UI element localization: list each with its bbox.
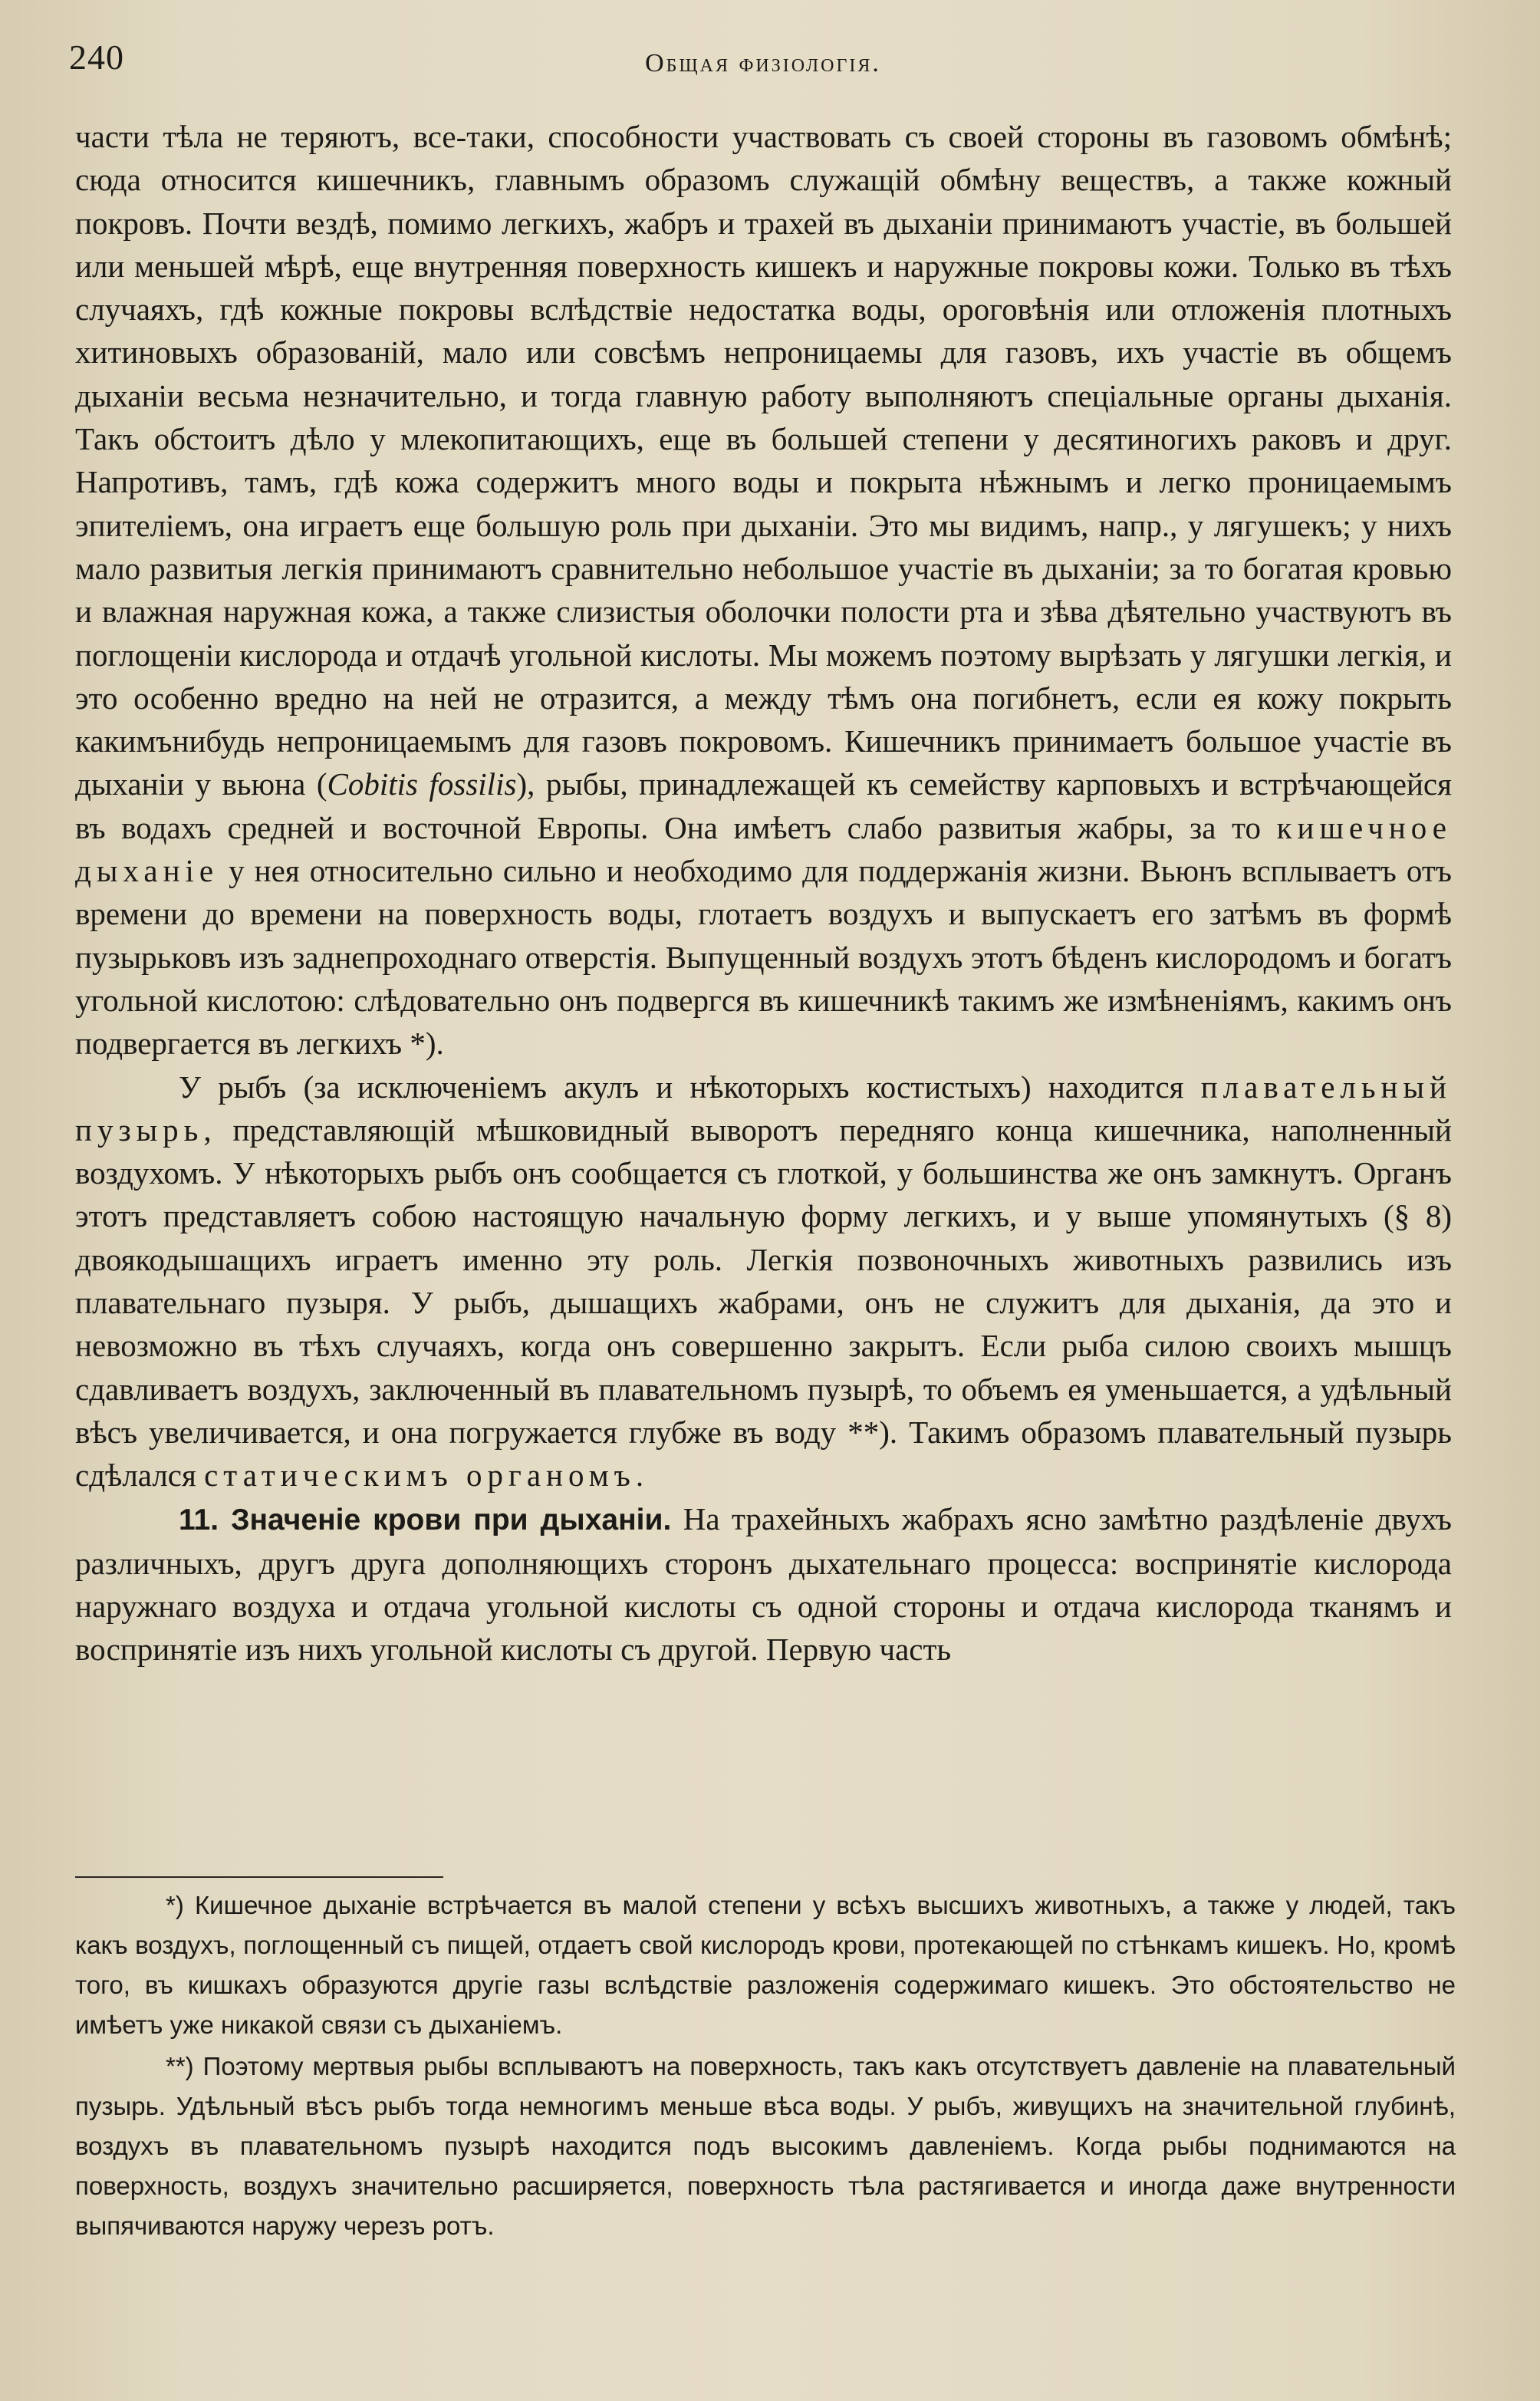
paragraph-text: У рыбъ (за исключенiемъ акулъ и нѣкоторыхъ костистыхъ) находится: [179, 1069, 1201, 1105]
spaced-term: плавательный пузырь: [75, 1069, 1452, 1148]
paragraph-text: , представляющiй мѣшковидный выворотъ передняго конца кишечника, наполненный воздухомъ. У нѣкоторыхъ рыбъ онъ сообщается съ глоткой, у большинства же онъ замкнутъ. Органъ этотъ представляетъ собою настоящую начальную форму легкихъ, и у выше упомянутыхъ (§ 8) двоякодышащихъ играетъ именно эту роль. Легкiя позвоночныхъ животныхъ развились изъ плавательнаго пузыря. У рыбъ, дышащихъ жабрами, онъ не служитъ для дыханiя, да это и невозможно въ тѣхъ случаяхъ, когда онъ совершенно закрытъ. Если рыба силою своихъ мышцъ сдавливаетъ воздухъ, заключенный въ плавательномъ пузырѣ, то объемъ ея уменьшается, а удѣльный вѣсъ увеличивается, и она погружается глубже въ воду **). Такимъ образомъ плавательный пузырь сдѣлался: [75, 1112, 1452, 1494]
footnote-separator: [75, 1876, 443, 1878]
paragraph-skin-intestinal-respiration: [75, 115, 1452, 1065]
paragraph-swim-bladder: [75, 1065, 1452, 1497]
paragraph-text: у нея относительно сильно и необходимо для поддержанiя жизни. Вьюнъ всплываетъ отъ времени до времени на поверхность воды, глотаетъ воздухъ и выпускаетъ его затѣмъ въ формѣ пузырьковъ изъ заднепроходнаго отверстiя. Выпущенный воздухъ этотъ бѣденъ кислородомъ и богатъ угольной кислотою: слѣдовательно онъ подвергся въ кишечникѣ такимъ же измѣненiямъ, какимъ онъ подвергается въ легкихъ *).: [75, 853, 1452, 1062]
spaced-term: статическимъ органомъ: [204, 1457, 636, 1494]
section-11: [75, 1497, 1452, 1671]
section-heading: 11. Значенiе крови при дыханiи.: [179, 1503, 672, 1536]
page-header: [69, 37, 1457, 91]
footnote-2: **) Поэтому мертвыя рыбы всплываютъ на поверхность, такъ какъ отсутствуетъ давленiе на плавательный пузырь. Удѣльный вѣсъ рыбъ тогда немногимъ меньше вѣса воды. У рыбъ, живущихъ на значительной глубинѣ, воздухъ въ плавательномъ пузырѣ находится подъ высокимъ давленiемъ. Когда рыбы поднимаются на поверхность, воздухъ значительно расширяется, поверхность тѣла растягивается и иногда даже внутренности выпячиваются наружу черезъ ротъ.: [75, 2052, 1456, 2240]
paragraph-text: На трахейныхъ жабрахъ ясно замѣтно раздѣленiе двухъ различныхъ, другъ друга дополняющихъ сторонъ дыхательнаго процесса: воспринятiе кислорода наружнаго воздуха и отдача угольной кислоты съ одной стороны и отдача кислорода тканямъ и воспринятiе изъ нихъ угольной кислоты съ другой. Первую часть: [75, 1500, 1452, 1668]
footnotes: [75, 1886, 1456, 2248]
footnote-1: *) Кишечное дыханiе встрѣчается въ малой степени у всѣхъ высшихъ животныхъ, а также у людей, такъ какъ воздухъ, поглощенный съ пищей, отдаетъ свой кислородъ крови, протекающей по стѣнкамъ кишекъ. Но, кромѣ того, въ кишкахъ образуются другiе газы вслѣдствiе разложенiя содержимаго кишекъ. Это обстоятельство не имѣетъ уже никакой связи съ дыханiемъ.: [75, 1891, 1456, 2039]
running-title: Общая физiологiя.: [645, 49, 881, 77]
paragraph-text: части тѣла не теряютъ, все-таки, способности участвовать съ своей стороны въ газовомъ обмѣнѣ; сюда относится кишечникъ, главнымъ образомъ служащiй обмѣну веществъ, а также кожный покровъ. Почти вездѣ, помимо легкихъ, жабръ и трахей въ дыханiи принимаютъ участiе, въ большей или меньшей мѣрѣ, еще внутренняя поверхность кишекъ и наружные покровы кожи. Только въ тѣхъ случаяхъ, гдѣ кожные покровы вслѣдствiе недостатка воды, ороговѣнiя или отложенiя плотныхъ хитиновыхъ образованiй, мало или совсѣмъ непроницаемы для газовъ, ихъ участiе въ общемъ дыханiи весьма незначительно, и тогда главную работу выполняютъ спецiальные органы дыханiя. Такъ обстоитъ дѣло у млекопитающихъ, еще въ большей степени у десятиногихъ раковъ и друг. Напротивъ, тамъ, гдѣ кожа содержитъ много воды и покрыта нѣжнымъ и легко проницаемымъ эпителiемъ, она играетъ еще большую роль при дыханiи. Это мы видимъ, напр., у лягушекъ; у нихъ мало развитыя легкiя принимаютъ сравнительно небольшое участiе въ дыханiи; за то богатая кровью и влажная наружная кожа, а также слизистыя оболочки полости рта и зѣва дѣятельно участвуютъ въ поглощенiи кислорода и отдачѣ угольной кислоты. Мы можемъ поэтому вырѣзать у лягушки легкiя, и это особенно вредно на ней не отразится, а между тѣмъ она погибнетъ, если ея кожу покрыть какимънибудь непроницаемымъ для газовъ покровомъ. Кишечникъ принимаетъ большое участiе въ дыханiи у вьюна (: [75, 119, 1452, 802]
main-text: [75, 115, 1452, 1671]
latin-species-name: Cobitis fossilis: [327, 766, 517, 802]
page-number: 240: [69, 38, 124, 77]
paragraph-text: .: [635, 1457, 644, 1494]
paragraph-text: ), рыбы, принадлежащей къ семейству карповыхъ и встрѣчающейся въ водахъ средней и восточной Европы. Она имѣетъ слабо развитыя жабры, за то: [75, 766, 1452, 845]
spaced-term: кишечное дыханiе: [75, 809, 1452, 889]
